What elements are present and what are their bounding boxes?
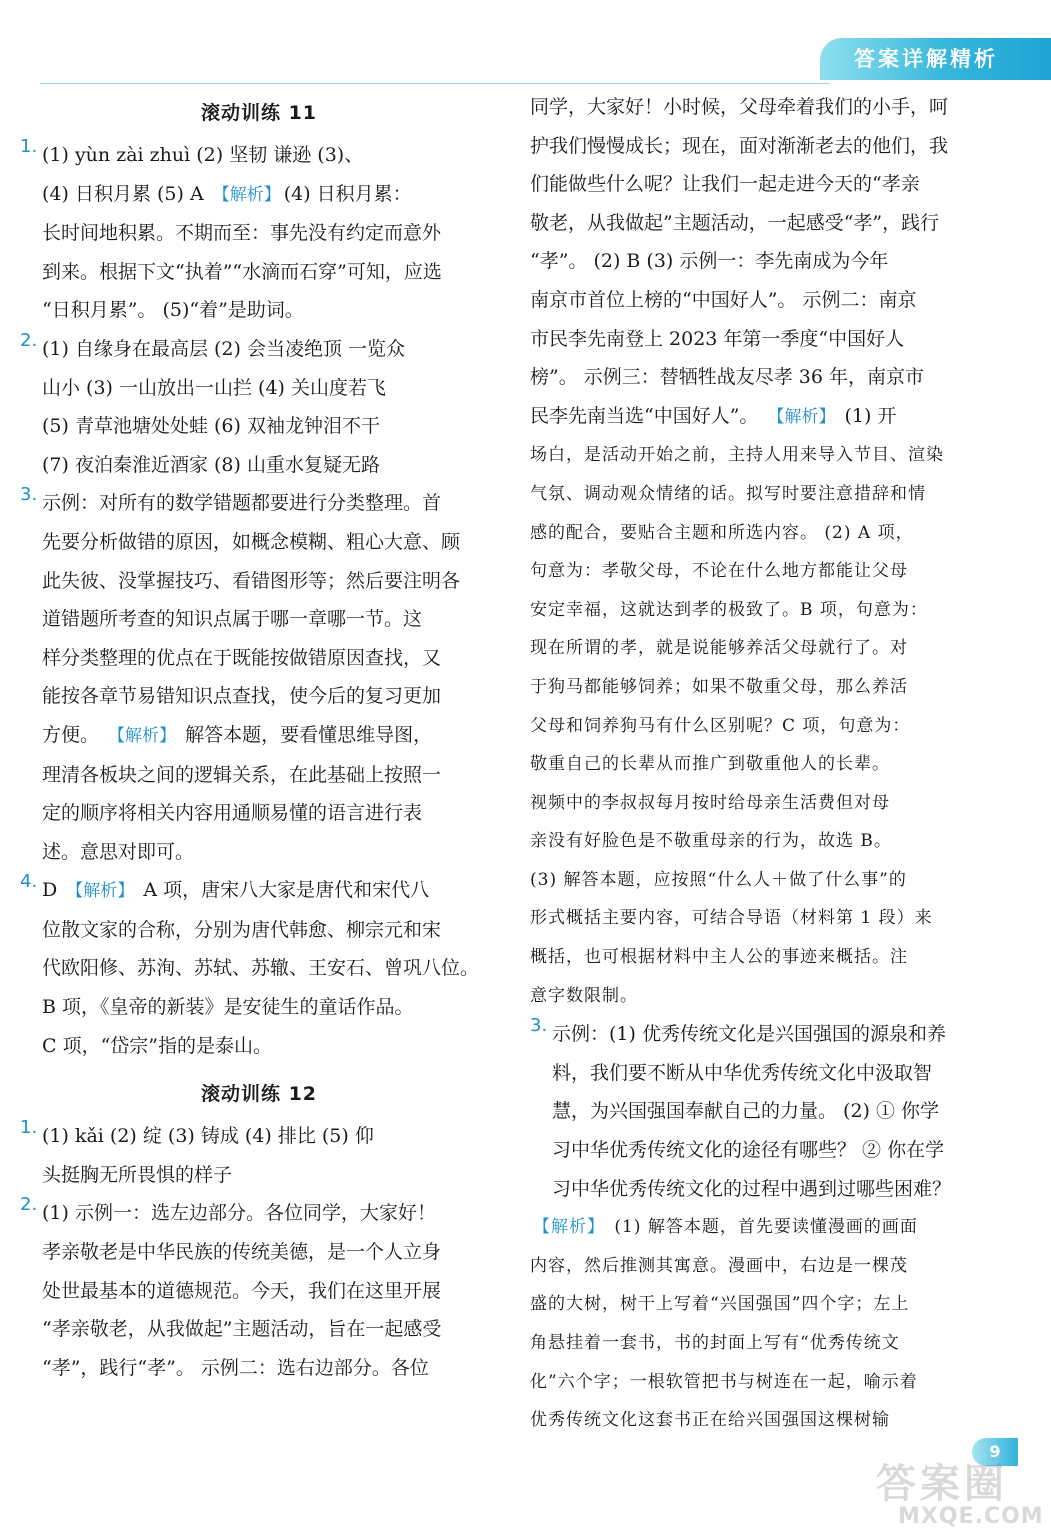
text-segment: 南京市首位上榜的“中国好人”。 示例二：南京	[530, 288, 917, 311]
text-segment: A 项，唐宋八大家是唐代和宋代八	[137, 879, 430, 902]
text-line	[42, 484, 498, 523]
text-segment: (1) 开	[838, 404, 897, 427]
text-segment: 化”六个字；一根软管把书与树连在一起，喻示着	[530, 1371, 918, 1392]
text-line	[552, 1054, 1005, 1093]
question-number: 1.	[20, 1117, 38, 1139]
text-segment: 山小 (3) 一山放出一山拦 (4) 关山度若飞	[42, 376, 386, 399]
text-line	[42, 716, 498, 756]
text-segment: 民李先南当选“中国好人”。	[530, 404, 765, 427]
text-line	[530, 629, 1005, 668]
text-segment: 能按各章节易错知识点查找，使今后的复习更加	[42, 685, 442, 708]
text-segment: 料，我们要不断从中华优秀传统文化中汲取智	[552, 1061, 933, 1084]
text-line	[42, 214, 498, 253]
question-number: 3.	[530, 1015, 548, 1037]
text-line	[42, 794, 498, 833]
text-line	[552, 1015, 1005, 1054]
text-line	[42, 407, 498, 446]
text-line	[530, 1324, 1005, 1363]
analysis-tag: 【解析】	[212, 184, 281, 205]
watermark-logo	[868, 1452, 1044, 1532]
text-line	[42, 253, 498, 292]
text-line	[530, 358, 1005, 397]
question-4	[20, 871, 498, 1065]
text-line	[42, 330, 498, 369]
text-line	[530, 1363, 1005, 1402]
question-number: 3.	[20, 484, 38, 506]
text-segment: 道错题所考查的知识点属于哪一章哪一节。这	[42, 608, 423, 631]
text-segment: (3) 解答本题，应按照“什么人＋做了什么事”的	[530, 869, 907, 890]
text-line	[530, 591, 1005, 630]
text-segment: 榜”。 示例三：替牺牲战友尽孝 36 年，南京市	[530, 366, 925, 389]
text-segment: 敬老，从我做起”主题活动，一起感受“孝”，践行	[530, 211, 940, 234]
text-line	[42, 949, 498, 988]
text-line	[530, 822, 1005, 861]
text-line	[42, 600, 498, 639]
text-line	[530, 320, 1005, 359]
text-line	[530, 514, 1005, 553]
analysis-tag: 【解析】	[108, 725, 177, 746]
text-segment: (1) yùn zài zhuì (2) 坚韧 谦逊 (3)、	[42, 144, 364, 166]
text-segment: “日积月累”。 (5)“着”是助词。	[42, 299, 304, 322]
text-line	[42, 1156, 498, 1195]
text-line	[530, 1401, 1005, 1440]
text-line	[42, 1194, 498, 1233]
text-segment: 处世最基本的道德规范。今天，我们在这里开展	[42, 1279, 442, 1302]
text-segment: 市民李先南登上 2023 年第一季度“中国好人	[530, 327, 905, 350]
text-line	[552, 1170, 1005, 1209]
text-line	[42, 639, 498, 678]
text-segment: “孝”。 (2) B (3) 示例一：李先南成为今年	[530, 250, 889, 273]
text-segment: (4) 日积月累：	[283, 182, 412, 205]
page-number: 9	[972, 1438, 1018, 1466]
question-3-analysis	[530, 1208, 1005, 1440]
text-segment: (1) 解答本题，首先要读懂漫画的画面	[608, 1217, 918, 1238]
text-line	[530, 1247, 1005, 1286]
text-segment: 解答本题，要看懂思维导图，	[179, 723, 433, 746]
left-column	[20, 90, 498, 1387]
text-segment: 到来。根据下文“执着”“水滴而石穿”可知，应选	[42, 260, 442, 283]
text-segment: 代欧阳修、苏洵、苏轼、苏辙、王安石、曾巩八位。	[42, 957, 480, 980]
text-line	[530, 552, 1005, 591]
watermark-url: MXQE.COM	[898, 1504, 1044, 1529]
text-line	[530, 127, 1005, 166]
text-line	[42, 175, 498, 215]
text-line	[530, 204, 1005, 243]
text-segment: (1) 自缘身在最高层 (2) 会当凌绝顶 一览众	[42, 337, 405, 360]
text-segment: 安定幸福，这就达到孝的极致了。B 项，句意为：	[530, 599, 928, 620]
text-segment: 孝亲敬老是中华民族的传统美德，是一个人立身	[42, 1241, 442, 1264]
text-segment: “孝亲敬老，从我做起”主题活动，旨在一起感受	[42, 1318, 442, 1341]
text-segment: 慧，为兴国强国奉献自己的力量。 (2) ① 你学	[552, 1100, 940, 1123]
text-segment: 敬重自己的长辈从而推广到敬重他人的长辈。	[530, 754, 890, 775]
text-line	[530, 88, 1005, 127]
text-line	[42, 833, 498, 872]
text-line	[552, 1092, 1005, 1131]
analysis-tag: 【解析】	[533, 1217, 605, 1238]
question-number: 2.	[20, 329, 38, 351]
text-segment: (7) 夜泊秦淮近酒家 (8) 山重水复疑无路	[42, 453, 380, 476]
text-segment: 句意为：孝敬父母，不论在什么地方都能让父母	[530, 561, 908, 582]
text-segment: 习中华优秀传统文化的过程中遇到过哪些困难？	[552, 1177, 952, 1200]
header-rule	[40, 83, 830, 84]
question-3-right	[530, 1015, 1005, 1208]
section-title-12: 滚动训练 12	[200, 1083, 318, 1106]
text-line	[42, 756, 498, 795]
text-line	[42, 677, 498, 716]
text-segment: 同学，大家好！小时候，父母牵着我们的小手，呵	[530, 96, 949, 118]
question-1	[20, 136, 498, 330]
text-line	[42, 911, 498, 950]
text-line	[530, 668, 1005, 707]
text-line	[530, 707, 1005, 746]
text-line	[42, 988, 498, 1027]
text-segment: 视频中的李叔叔每月按时给母亲生活费但对母	[530, 792, 890, 813]
text-line	[42, 369, 498, 408]
text-line	[42, 1117, 498, 1156]
question-number: 4.	[20, 871, 38, 893]
text-segment: 感的配合，要贴合主题和所选内容。 (2) A 项，	[530, 522, 914, 543]
text-segment: 们能做些什么呢？让我们一起走进今天的“孝亲	[530, 173, 920, 196]
text-segment: 于狗马都能够饲养；如果不敬重父母，那么养活	[530, 676, 908, 697]
header-title: 答案详解精析	[820, 38, 1051, 80]
text-line	[530, 1208, 1005, 1247]
text-segment: B 项，《皇帝的新装》是安徒生的童话作品。	[42, 996, 414, 1019]
text-line	[42, 136, 498, 175]
watermark-text: 答案圈	[876, 1461, 1008, 1507]
text-line	[42, 1349, 498, 1388]
question-1-b	[20, 1117, 498, 1194]
text-segment: (1) kǎi (2) 绽 (3) 铸成 (4) 排比 (5) 仰	[42, 1125, 374, 1148]
text-segment: 定的顺序将相关内容用通顺易懂的语言进行表	[42, 802, 423, 825]
text-segment: (4) 日积月累 (5) A	[42, 182, 210, 205]
text-segment: 头挺胸无所畏惧的样子	[42, 1163, 233, 1186]
text-segment: 方便。	[42, 723, 106, 746]
text-segment: 理清各板块之间的逻辑关系，在此基础上按照一	[42, 763, 442, 786]
text-segment: D	[42, 879, 64, 902]
text-line	[42, 871, 498, 911]
question-number: 2.	[20, 1194, 38, 1216]
text-segment: 角悬挂着一套书，书的封面上写有“优秀传统文	[530, 1333, 900, 1353]
text-line	[530, 861, 1005, 900]
text-line	[530, 899, 1005, 938]
text-line	[530, 242, 1005, 281]
text-segment: 述。意思对即可。	[42, 840, 195, 863]
question-2-b	[20, 1194, 498, 1387]
text-line	[42, 291, 498, 330]
text-line	[530, 1285, 1005, 1324]
text-segment: “孝”，践行“孝”。 示例二：选右边部分。各位	[42, 1356, 429, 1379]
text-line	[42, 562, 498, 601]
text-segment: 护我们慢慢成长；现在，面对渐渐老去的他们，我	[530, 134, 949, 157]
text-segment: (5) 青草池塘处处蛙 (6) 双袖龙钟泪不干	[42, 415, 380, 438]
text-line	[42, 1027, 498, 1066]
text-segment: 此失彼、没掌握技巧、看错图形等；然后要注明各	[42, 569, 461, 592]
text-segment: 父母和饲养狗马有什么区别呢？C 项，句意为：	[530, 715, 911, 736]
text-line	[530, 977, 1005, 1016]
text-line	[530, 281, 1005, 320]
text-segment: C 项，“岱宗”指的是泰山。	[42, 1034, 273, 1057]
text-line	[42, 1272, 498, 1311]
text-segment: 先要分析做错的原因，如概念模糊、粗心大意、顾	[42, 530, 461, 553]
question-number: 1.	[20, 136, 38, 157]
text-segment: 样分类整理的优点在于既能按做错原因查找，又	[42, 646, 442, 669]
text-segment: 现在所谓的孝，就是说能够养活父母就行了。对	[530, 638, 908, 659]
text-segment: 习中华优秀传统文化的途径有哪些？ ② 你在学	[552, 1139, 945, 1162]
text-segment: 场白，是活动开始之前，主持人用来导入节目、渲染	[530, 445, 944, 466]
text-segment: 位散文家的合称，分别为唐代韩愈、柳宗元和宋	[42, 918, 442, 941]
analysis-tag: 【解析】	[66, 881, 135, 902]
text-line	[530, 784, 1005, 823]
text-line	[42, 1310, 498, 1349]
text-segment: 亲没有好脸色是不敬重母亲的行为，故选 B。	[530, 831, 892, 852]
answer-continuation	[530, 88, 1005, 436]
right-column	[530, 88, 1005, 1440]
text-segment: 长时间地积累。不期而至：事先没有约定而意外	[42, 222, 442, 245]
section-title-11: 滚动训练 11	[200, 102, 318, 124]
text-segment: 形式概括主要内容，可结合导语（材料第 1 段）来	[530, 908, 933, 929]
text-segment: 盛的大树，树干上写着“兴国强国”四个字；左上	[530, 1294, 910, 1315]
text-line	[530, 745, 1005, 784]
text-segment: 概括，也可根据材料中主人公的事迹来概括。注	[530, 947, 908, 968]
text-segment: 气氛、调动观众情绪的话。拟写时要注意措辞和情	[530, 483, 926, 504]
text-segment: 示例：(1) 优秀传统文化是兴国强国的源泉和养	[552, 1023, 946, 1046]
text-line	[42, 523, 498, 562]
text-segment: (1) 示例一：选左边部分。各位同学，大家好！	[42, 1202, 436, 1225]
text-line	[530, 436, 1005, 475]
question-3	[20, 484, 498, 871]
text-line	[530, 475, 1005, 514]
text-segment: 内容，然后推测其寓意。漫画中，右边是一棵茂	[530, 1255, 908, 1276]
answer-analysis	[530, 436, 1005, 1015]
text-line	[552, 1131, 1005, 1170]
text-line	[530, 397, 1005, 437]
text-line	[42, 446, 498, 485]
text-segment: 示例：对所有的数学错题都要进行分类整理。首	[42, 492, 442, 515]
text-line	[42, 1233, 498, 1272]
question-2	[20, 330, 498, 484]
text-segment: 意字数限制。	[530, 985, 638, 1006]
analysis-tag: 【解析】	[767, 406, 836, 427]
text-line	[530, 165, 1005, 204]
text-line	[530, 938, 1005, 977]
text-segment: 优秀传统文化这套书正在给兴国强国这棵树输	[530, 1410, 890, 1431]
